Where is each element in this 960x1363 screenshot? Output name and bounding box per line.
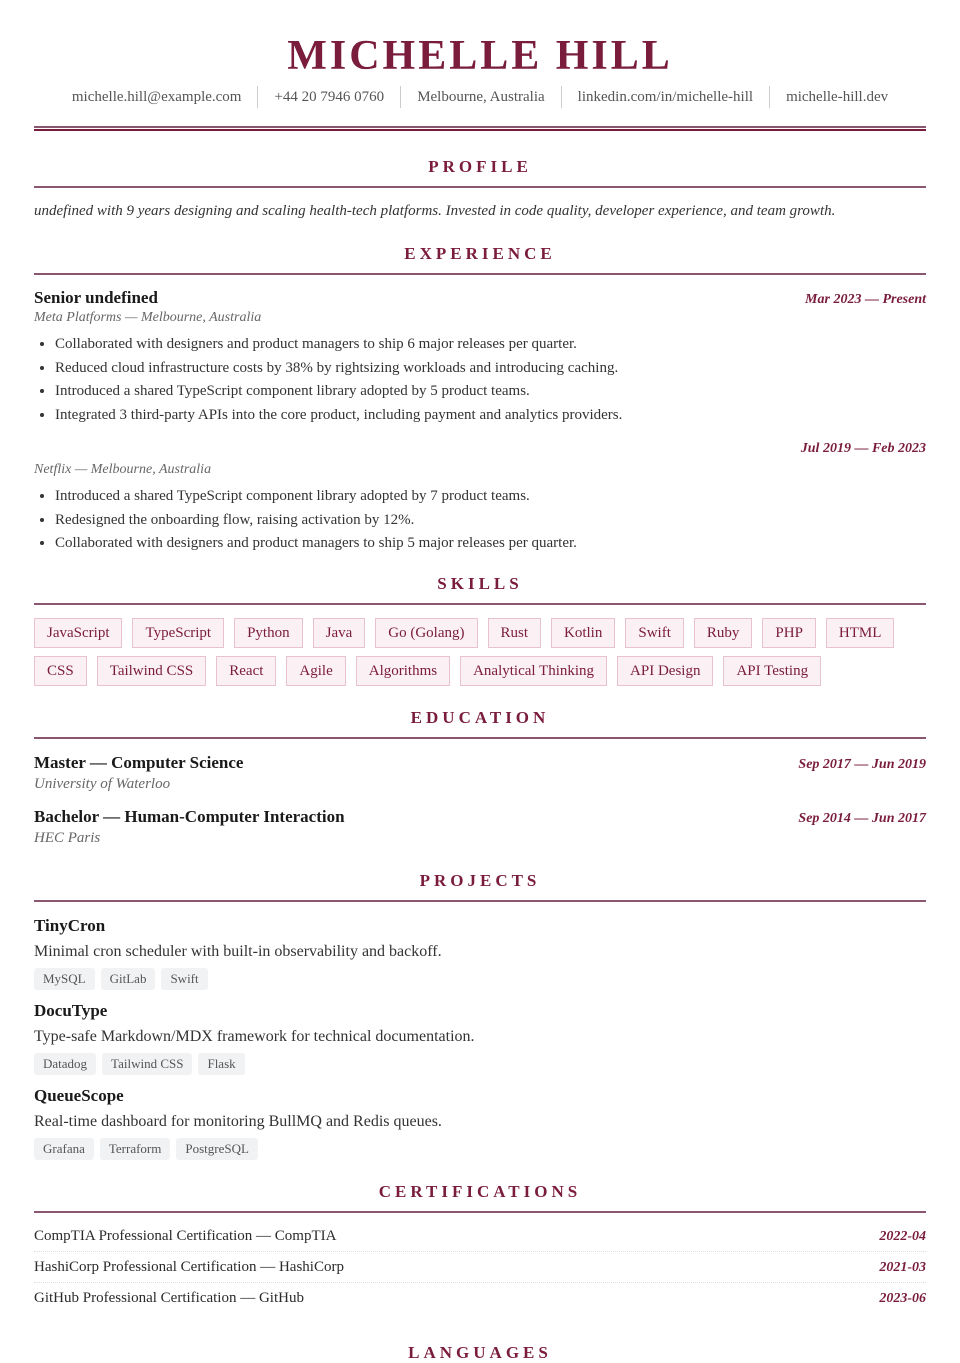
header-divider — [34, 126, 926, 131]
section-divider — [34, 737, 926, 739]
skill-tag: PHP — [762, 618, 816, 648]
job-entry — [34, 288, 926, 427]
skill-tag: Rust — [488, 618, 542, 648]
school: HEC Paris — [34, 829, 101, 846]
project-tags — [34, 968, 926, 990]
project-description: Type-safe Markdown/MDX framework for technical documentation. — [34, 1027, 475, 1045]
degree: Bachelor — Human-Computer Interaction — [34, 806, 345, 826]
skill-tag: Swift — [625, 618, 684, 648]
experience-section — [34, 244, 926, 556]
skill-tag: Python — [234, 618, 303, 648]
candidate-name: MICHELLE HILL — [287, 33, 673, 79]
skills-list — [34, 618, 926, 686]
job-date: Jul 2019 — Feb 2023 — [800, 441, 926, 456]
bullet-item: • Integrated 3 third-party APIs into the core product, including payment and analytics providers. — [55, 404, 926, 428]
skill-tag: API Testing — [723, 656, 821, 686]
skill-tag: API Design — [617, 656, 713, 686]
skill-tag: Kotlin — [551, 618, 615, 648]
languages-section — [34, 1343, 926, 1363]
tech-tag: Flask — [198, 1053, 244, 1075]
section-title-projects: PROJECTS — [419, 870, 541, 890]
certification-name: GitHub Professional Certification — GitHub — [34, 1289, 304, 1306]
skill-tag: Agile — [286, 656, 345, 686]
section-divider — [34, 273, 926, 275]
certification-date: 2023-06 — [879, 1290, 926, 1306]
section-title-profile: PROFILE — [428, 157, 532, 176]
project-entry — [34, 1086, 926, 1160]
bullet-item: • Reduced cloud infrastructure costs by 38% by rightsizing workloads and introducing caching. — [55, 357, 926, 381]
tech-tag: Tailwind CSS — [102, 1053, 192, 1075]
school: University of Waterloo — [34, 775, 171, 792]
project-description: Minimal cron scheduler with built-in observability and backoff. — [34, 942, 442, 960]
skill-tag: TypeScript — [132, 618, 224, 648]
contact-website[interactable]: michelle-hill.dev — [769, 86, 904, 108]
profile-section — [34, 157, 926, 220]
tech-tag: Terraform — [100, 1138, 171, 1160]
degree: Master — Computer Science — [34, 752, 244, 772]
section-title-skills: SKILLS — [437, 573, 523, 593]
bullet-item: • Collaborated with designers and product managers to ship 6 major releases per quarter. — [55, 333, 926, 357]
contact-location: Melbourne, Australia — [400, 86, 560, 108]
contact-email[interactable]: michelle.hill@example.com — [71, 89, 242, 105]
skill-tag: Tailwind CSS — [97, 656, 207, 686]
tech-tag: MySQL — [34, 968, 95, 990]
skills-section — [34, 574, 926, 686]
section-divider — [34, 603, 926, 605]
tech-tag: PostgreSQL — [176, 1138, 258, 1160]
education-entry — [34, 753, 926, 793]
tech-tag: GitLab — [101, 968, 156, 990]
section-title-certifications: CERTIFICATIONS — [378, 1181, 582, 1201]
skill-tag: React — [216, 656, 276, 686]
certification-name: HashiCorp Professional Certification — HashiCorp — [34, 1258, 344, 1275]
bullet-item: • Introduced a shared TypeScript component library adopted by 7 product teams. — [55, 485, 926, 509]
certifications-section — [34, 1182, 926, 1313]
job-bullets — [34, 333, 926, 427]
skill-tag: Analytical Thinking — [460, 656, 607, 686]
skill-tag: Go (Golang) — [375, 618, 477, 648]
project-tags — [34, 1053, 926, 1075]
bullet-item: • Introduced a shared TypeScript component library adopted by 5 product teams. — [55, 380, 926, 404]
certification-date: 2022-04 — [879, 1228, 926, 1244]
skill-tag: CSS — [34, 656, 87, 686]
skill-tag: Algorithms — [356, 656, 450, 686]
job-title: Senior undefined — [34, 288, 158, 307]
section-divider — [34, 1211, 926, 1213]
projects-section — [34, 871, 926, 1160]
project-entry — [34, 916, 926, 990]
contact-linkedin[interactable]: linkedin.com/in/michelle-hill — [561, 86, 769, 108]
education-date: Sep 2017 — Jun 2019 — [798, 756, 926, 772]
project-name: DocuType — [34, 1000, 108, 1020]
certification-row — [34, 1283, 926, 1313]
project-name: TinyCron — [34, 915, 106, 935]
skill-tag: HTML — [826, 618, 895, 648]
contact-phone[interactable]: +44 20 7946 0760 — [257, 86, 400, 108]
job-company: Meta Platforms — Melbourne, Australia — [34, 310, 262, 325]
job-date: Mar 2023 — Present — [805, 292, 926, 307]
certification-name: CompTIA Professional Certification — CompTIA — [34, 1227, 337, 1244]
section-title-languages: LANGUAGES — [408, 1342, 552, 1362]
contact-bar — [34, 86, 926, 108]
certifications-list — [34, 1221, 926, 1313]
tech-tag: Grafana — [34, 1138, 94, 1160]
certification-date: 2021-03 — [879, 1259, 926, 1275]
job-company: Netflix — Melbourne, Australia — [34, 462, 212, 477]
education-section — [34, 708, 926, 847]
tech-tag: Swift — [161, 968, 207, 990]
skill-tag: Ruby — [694, 618, 753, 648]
bullet-item: • Collaborated with designers and product managers to ship 5 major releases per quarter. — [55, 532, 926, 556]
tech-tag: Datadog — [34, 1053, 96, 1075]
certification-row — [34, 1252, 926, 1283]
profile-summary: undefined with 9 years designing and scaling health-tech platforms. Invested in code quality, developer experience, and team growth. — [34, 203, 836, 219]
job-entry — [34, 441, 926, 556]
project-name: QueueScope — [34, 1085, 124, 1105]
section-title-education: EDUCATION — [410, 707, 550, 727]
project-description: Real-time dashboard for monitoring BullMQ and Redis queues. — [34, 1112, 442, 1130]
section-divider — [34, 900, 926, 902]
certification-row — [34, 1221, 926, 1252]
project-tags — [34, 1138, 926, 1160]
project-entry — [34, 1001, 926, 1075]
job-bullets — [34, 485, 926, 556]
section-title-experience: EXPERIENCE — [404, 244, 556, 263]
section-divider — [34, 186, 926, 188]
bullet-item: • Redesigned the onboarding flow, raising activation by 12%. — [55, 509, 926, 533]
skill-tag: JavaScript — [34, 618, 122, 648]
education-entry — [34, 807, 926, 847]
education-date: Sep 2014 — Jun 2017 — [798, 810, 926, 826]
skill-tag: Java — [313, 618, 366, 648]
